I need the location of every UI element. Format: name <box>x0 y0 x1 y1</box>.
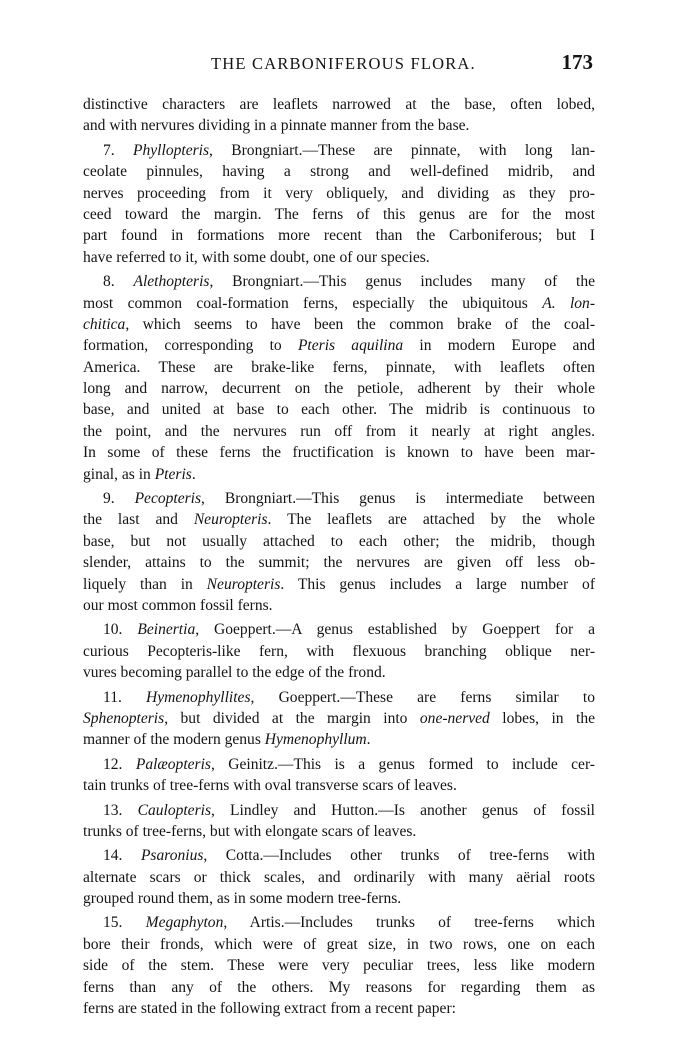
text-line <box>83 509 595 530</box>
text-line <box>83 867 595 888</box>
text-run: , Lindley and Hutton.—Is another genus of fossil <box>211 801 595 819</box>
italic-term: Pteris aquilina <box>297 337 404 355</box>
text-run: America. These are brake-like ferns, pinnate, with leaflets often <box>83 358 595 376</box>
text-run: ginal, as in <box>83 465 155 483</box>
text-run: 10. <box>103 621 138 639</box>
italic-term: Palæopteris <box>135 755 211 773</box>
paragraph <box>83 488 595 616</box>
italic-term: Neuropteris <box>193 511 268 529</box>
text-run: 11. <box>103 688 147 706</box>
text-run: curious Pecopteris-like fern, with flexuous branching oblique ner- <box>83 642 595 660</box>
text-line <box>83 729 595 750</box>
text-run: base, but not usually attached to each other; the midrib, though <box>83 532 595 550</box>
text-line <box>83 94 595 115</box>
italic-term: Pecopteris <box>134 490 202 508</box>
italic-term: Sphenopteris <box>83 709 165 727</box>
paragraph <box>83 845 595 909</box>
text-run: 15. <box>103 914 146 932</box>
text-run: formation, corresponding to <box>83 337 298 355</box>
text-run: slender, attains to the summit; the nervures are given off less ob- <box>83 554 595 572</box>
text-line <box>83 595 595 616</box>
italic-term: chitica <box>83 315 126 333</box>
text-line <box>83 271 595 292</box>
text-run: part found in formations more recent than the Carboniferous; but I <box>83 227 595 245</box>
text-line <box>83 464 595 485</box>
paragraph <box>83 687 595 751</box>
italic-term: Megaphyton <box>145 914 224 932</box>
italic-term: Hymenophyllum <box>264 731 367 749</box>
text-run: trunks of tree-ferns, but with elongate scars of leaves. <box>83 822 417 840</box>
text-line <box>83 225 595 246</box>
paragraph <box>83 619 595 683</box>
text-run: 7. <box>103 141 134 159</box>
text-run: and with nervures dividing in a pinnate manner from the base. <box>83 117 470 135</box>
text-line <box>83 934 595 955</box>
text-run: the point, and the nervures run off from it nearly at right angles. <box>83 422 595 440</box>
text-line <box>83 204 595 225</box>
text-run: long and narrow, decurrent on the petiole, adherent by their whole <box>83 380 595 398</box>
text-run: . This genus includes a large number of <box>280 575 595 593</box>
text-run: 12. <box>103 755 136 773</box>
text-run: grouped round them, as in some modern tree-ferns. <box>83 890 402 908</box>
italic-term: Phyllopteris <box>133 141 210 159</box>
text-run: , Artis.—Includes trunks of tree-ferns which <box>223 914 595 932</box>
text-line <box>83 888 595 909</box>
text-line <box>83 140 595 161</box>
text-run: , Goeppert.—These are ferns similar to <box>250 688 595 706</box>
text-run: tain trunks of tree-ferns with oval transverse scars of leaves. <box>83 777 457 795</box>
text-run: 9. <box>103 490 135 508</box>
text-run: , Brongniart.—These are pinnate, with long lan- <box>209 141 595 159</box>
paragraph <box>83 912 595 1019</box>
text-run: vures becoming parallel to the edge of the frond. <box>83 664 386 682</box>
paragraph <box>83 800 595 843</box>
text-line <box>83 687 595 708</box>
text-line <box>83 421 595 442</box>
text-line <box>83 399 595 420</box>
text-line <box>83 754 595 775</box>
text-run: liquely than in <box>83 575 207 593</box>
text-line <box>83 912 595 933</box>
text-run: , Cotta.—Includes other trunks of tree-ferns with <box>203 847 595 865</box>
text-line <box>83 574 595 595</box>
text-run: side of the stem. These were very peculiar trees, less like modern <box>83 957 595 975</box>
italic-term: Caulopteris <box>137 801 212 819</box>
text-run: , Goeppert.—A genus established by Goeppert for a <box>195 621 595 639</box>
text-line <box>83 641 595 662</box>
text-line <box>83 998 595 1019</box>
text-line <box>83 531 595 552</box>
text-run: ferns are stated in the following extract from a recent paper: <box>83 1000 456 1018</box>
paragraph <box>83 94 595 137</box>
text-run: nerves proceeding from it very obliquely, and dividing as they pro- <box>83 184 595 202</box>
italic-term: A. lon- <box>542 294 595 312</box>
italic-term: Beinertia <box>137 621 196 639</box>
text-line <box>83 293 595 314</box>
text-line <box>83 708 595 729</box>
text-run: most common coal-formation ferns, especially the ubiquitous <box>83 294 543 312</box>
running-title: THE CARBONIFEROUS FLORA. <box>211 54 476 73</box>
text-run: distinctive characters are leaflets narrowed at the base, often lobed, <box>83 96 595 113</box>
text-line <box>83 442 595 463</box>
text-line <box>83 247 595 268</box>
paragraph <box>83 754 595 797</box>
text-run: ferns than any of the others. My reasons for regarding them as <box>83 978 595 996</box>
text-line <box>83 955 595 976</box>
text-line <box>83 619 595 640</box>
italic-term: Alethopteris <box>133 273 210 291</box>
text-run: the last and <box>83 511 194 529</box>
text-run: ceolate pinnules, having a strong and well-defined midrib, and <box>83 163 595 181</box>
text-run: . The leaflets are attached by the whole <box>267 511 595 529</box>
text-run: , Brongniart.—This genus includes many of the <box>209 273 596 291</box>
text-line <box>83 378 595 399</box>
page-number: 173 <box>561 50 593 74</box>
text-line <box>83 115 595 136</box>
text-run: in modern Europe and <box>403 337 595 355</box>
text-line <box>83 183 595 204</box>
text-run: , Brongniart.—This genus is intermediate between <box>201 490 595 508</box>
text-run: In some of these ferns the fructification is known to have been mar- <box>83 444 595 462</box>
text-run: manner of the modern genus <box>83 731 265 749</box>
text-run: have referred to it, with some doubt, one of our species. <box>83 248 430 266</box>
text-line <box>83 775 595 796</box>
paragraph <box>83 271 595 485</box>
paragraph <box>83 140 595 268</box>
text-run: . <box>191 465 196 483</box>
text-run: alternate scars or thick scales, and ordinarily with many aërial roots <box>83 868 595 886</box>
italic-term: Psaronius <box>140 847 204 865</box>
italic-term: Pteris <box>154 465 192 483</box>
page-header <box>83 50 595 80</box>
text-run: 14. <box>103 847 141 865</box>
text-run: our most common fossil ferns. <box>83 596 273 614</box>
text-line <box>83 314 595 335</box>
text-line <box>83 977 595 998</box>
body-text <box>83 94 595 1019</box>
text-run: ceed toward the margin. The ferns of this genus are for the most <box>83 205 595 223</box>
text-run: , but divided at the margin into <box>164 709 420 727</box>
text-line <box>83 845 595 866</box>
text-line <box>83 161 595 182</box>
text-run: 8. <box>103 273 134 291</box>
text-run: base, and united at base to each other. The midrib is continuous to <box>83 401 595 419</box>
italic-term: one-nerved <box>419 709 490 727</box>
text-run: , which seems to have been the common brake of the coal- <box>125 315 595 333</box>
text-line <box>83 662 595 683</box>
text-line <box>83 800 595 821</box>
text-run: . <box>366 731 371 749</box>
italic-term: Neuropteris <box>206 575 281 593</box>
text-line <box>83 357 595 378</box>
text-line <box>83 821 595 842</box>
text-run: 13. <box>103 801 138 819</box>
text-run: lobes, in the <box>489 709 595 727</box>
italic-term: Hymenophyllites <box>146 688 251 706</box>
text-line <box>83 488 595 509</box>
text-line <box>83 552 595 573</box>
text-line <box>83 335 595 356</box>
text-run: , Geinitz.—This is a genus formed to include cer- <box>210 755 595 773</box>
text-run: bore their fronds, which were of great size, in two rows, one on each <box>83 935 595 953</box>
